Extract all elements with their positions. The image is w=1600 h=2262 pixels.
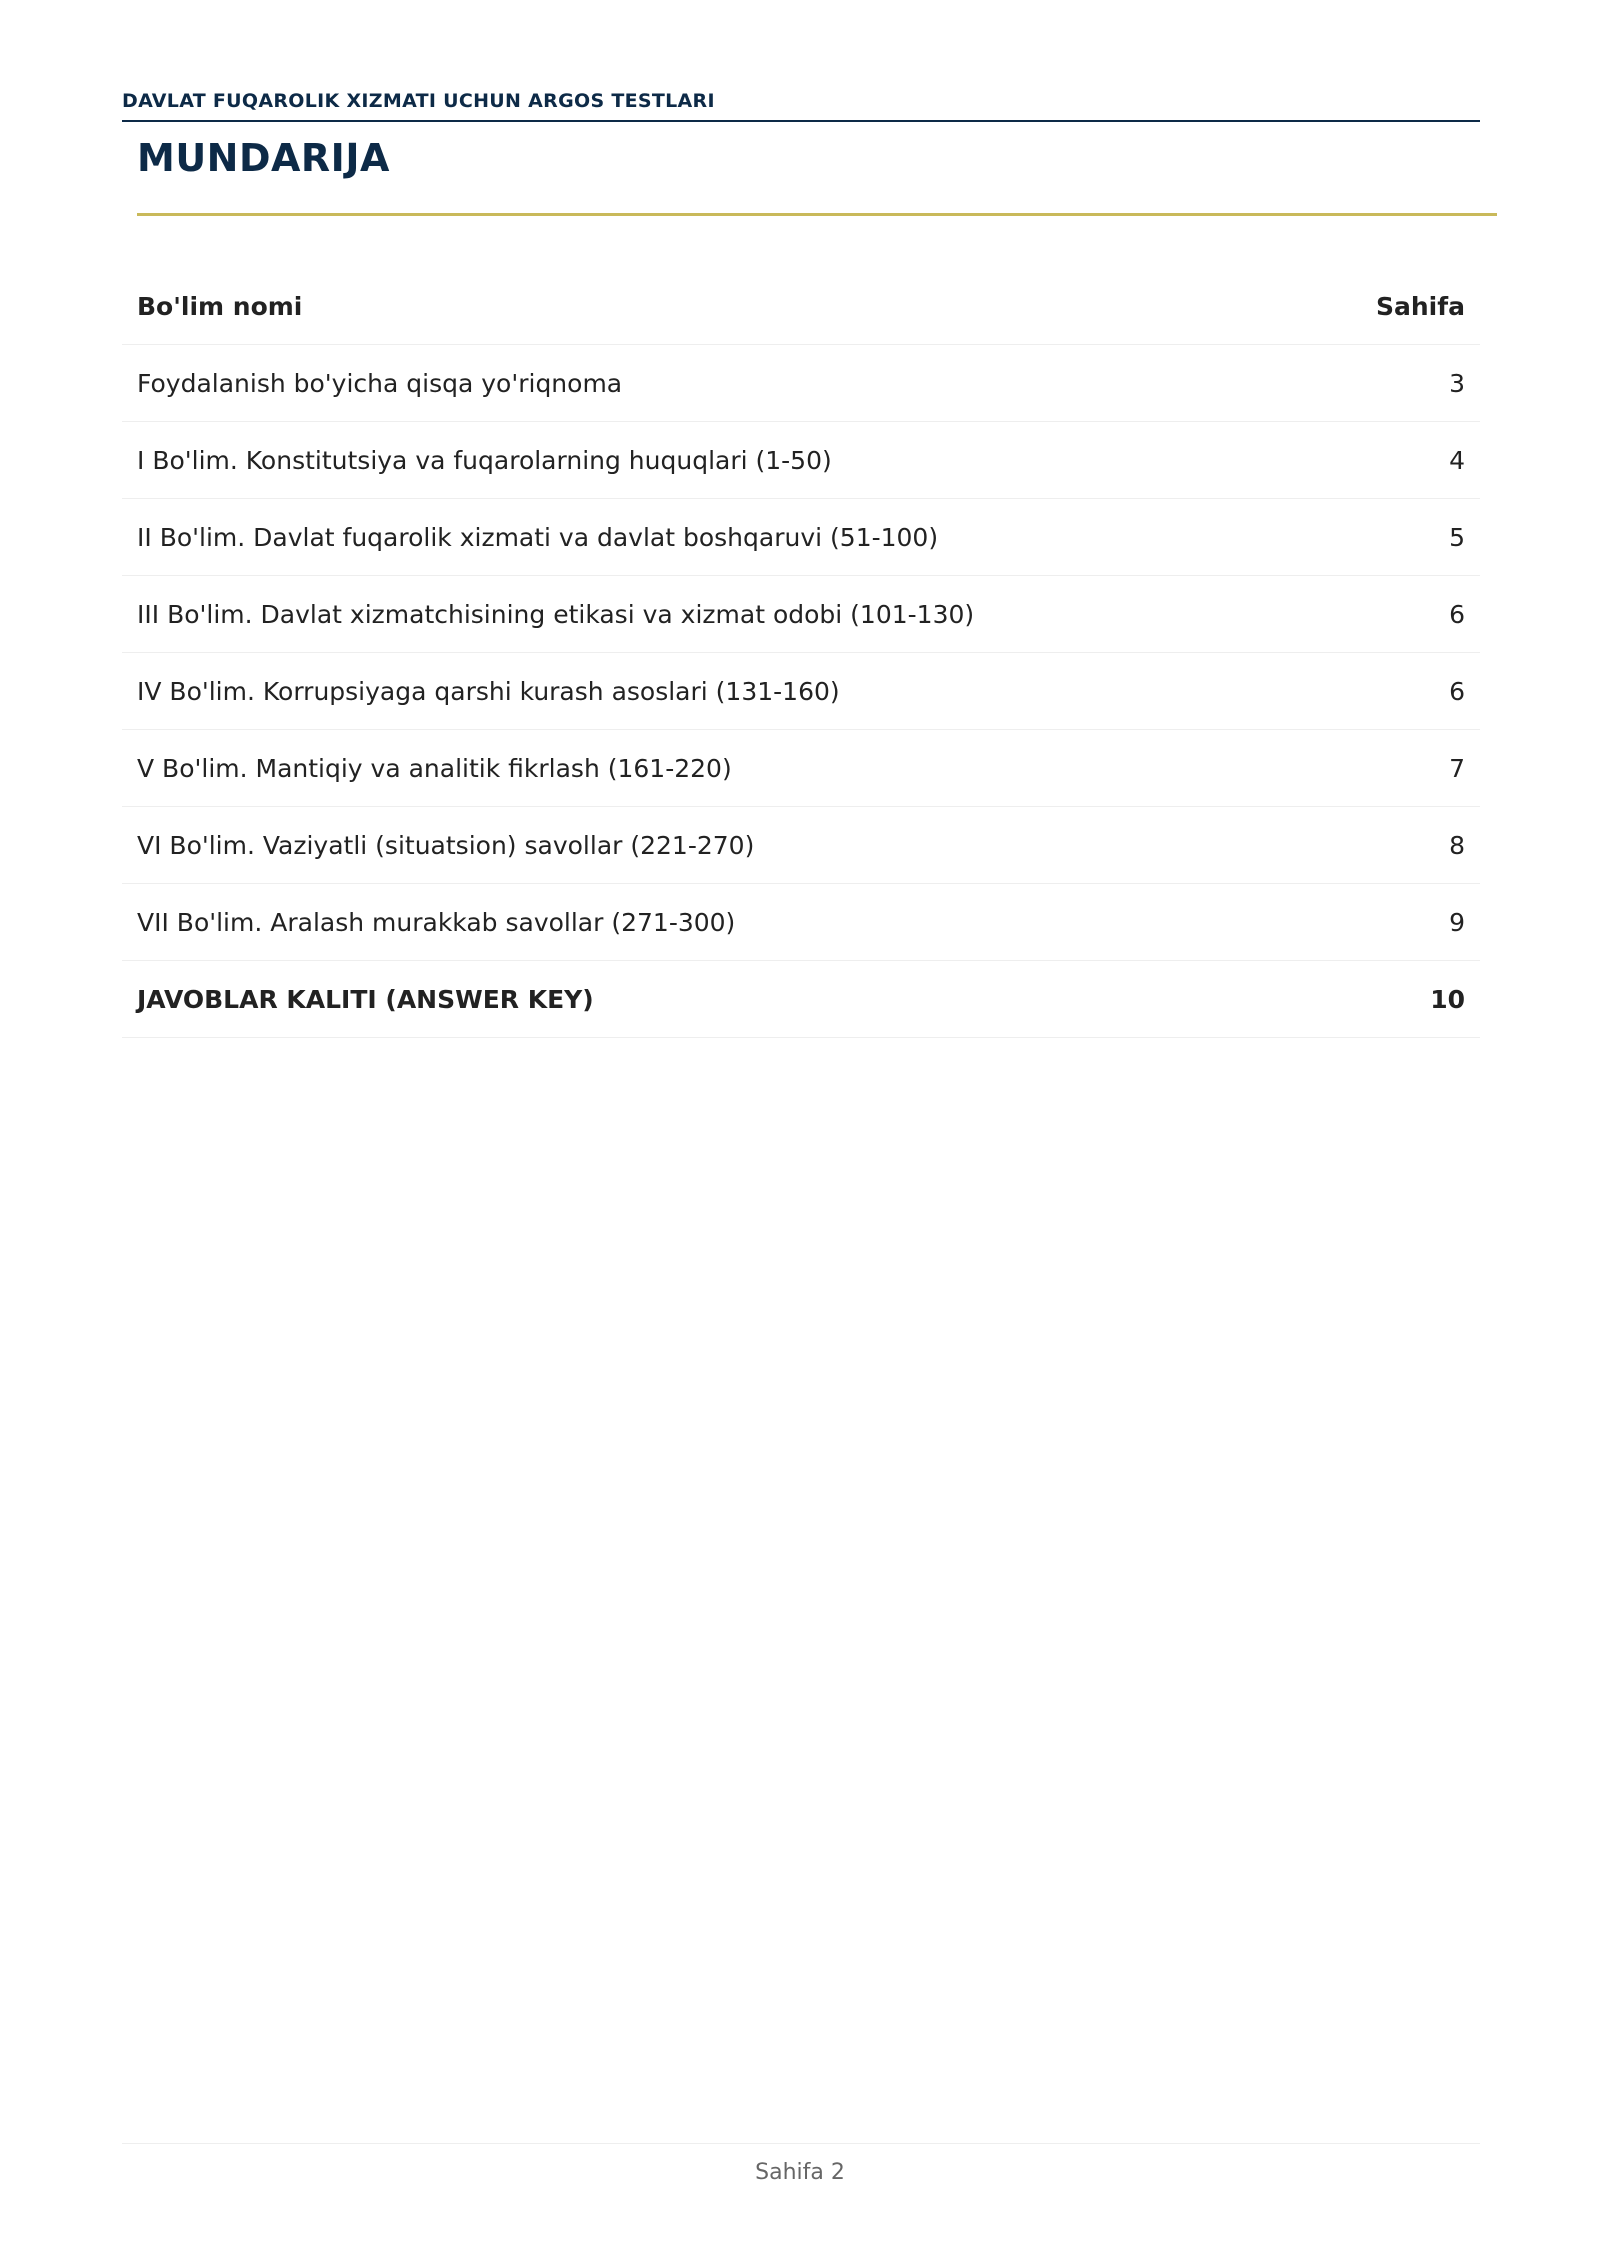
toc-section-title: VII Bo'lim. Aralash murakkab savollar (271-300) <box>122 884 1310 961</box>
toc-page-number: 4 <box>1310 422 1480 499</box>
column-header-page: Sahifa <box>1310 268 1480 345</box>
toc-section-title: II Bo'lim. Davlat fuqarolik xizmati va davlat boshqaruvi (51-100) <box>122 499 1310 576</box>
toc-page-number: 9 <box>1310 884 1480 961</box>
toc-row[interactable] <box>122 345 1480 422</box>
toc-row[interactable] <box>122 422 1480 499</box>
toc-row[interactable] <box>122 653 1480 730</box>
toc-page-number: 10 <box>1310 961 1480 1038</box>
toc-section-title: VI Bo'lim. Vaziyatli (situatsion) savollar (221-270) <box>122 807 1310 884</box>
running-header: DAVLAT FUQAROLIK XIZMATI UCHUN ARGOS TESTLARI <box>122 90 715 112</box>
toc-row[interactable] <box>122 730 1480 807</box>
page-number-footer: Sahifa 2 <box>755 2160 845 2185</box>
toc-row-answer-key[interactable] <box>122 961 1480 1038</box>
column-header-section: Bo'lim nomi <box>122 268 1310 345</box>
header-rule <box>122 120 1480 122</box>
toc-row[interactable] <box>122 884 1480 961</box>
toc-section-title: IV Bo'lim. Korrupsiyaga qarshi kurash asoslari (131-160) <box>122 653 1310 730</box>
toc-page-number: 7 <box>1310 730 1480 807</box>
toc-page-number: 3 <box>1310 345 1480 422</box>
toc-page-number: 6 <box>1310 653 1480 730</box>
toc-row[interactable] <box>122 499 1480 576</box>
toc-section-title: I Bo'lim. Konstitutsiya va fuqarolarning huquqlari (1-50) <box>122 422 1310 499</box>
toc-section-title: Foydalanish bo'yicha qisqa yo'riqnoma <box>122 345 1310 422</box>
toc-header-row <box>122 268 1480 345</box>
toc-page-number: 6 <box>1310 576 1480 653</box>
toc-row[interactable] <box>122 807 1480 884</box>
title-rule <box>137 213 1497 216</box>
toc-section-title: III Bo'lim. Davlat xizmatchisining etikasi va xizmat odobi (101-130) <box>122 576 1310 653</box>
toc-section-title: JAVOBLAR KALITI (ANSWER KEY) <box>122 961 1310 1038</box>
toc-page-number: 8 <box>1310 807 1480 884</box>
toc-row[interactable] <box>122 576 1480 653</box>
table-of-contents <box>122 268 1480 1038</box>
page-title: MUNDARIJA <box>137 136 390 180</box>
toc-section-title: V Bo'lim. Mantiqiy va analitik fikrlash (161-220) <box>122 730 1310 807</box>
footer-rule <box>122 2143 1480 2144</box>
toc-page-number: 5 <box>1310 499 1480 576</box>
